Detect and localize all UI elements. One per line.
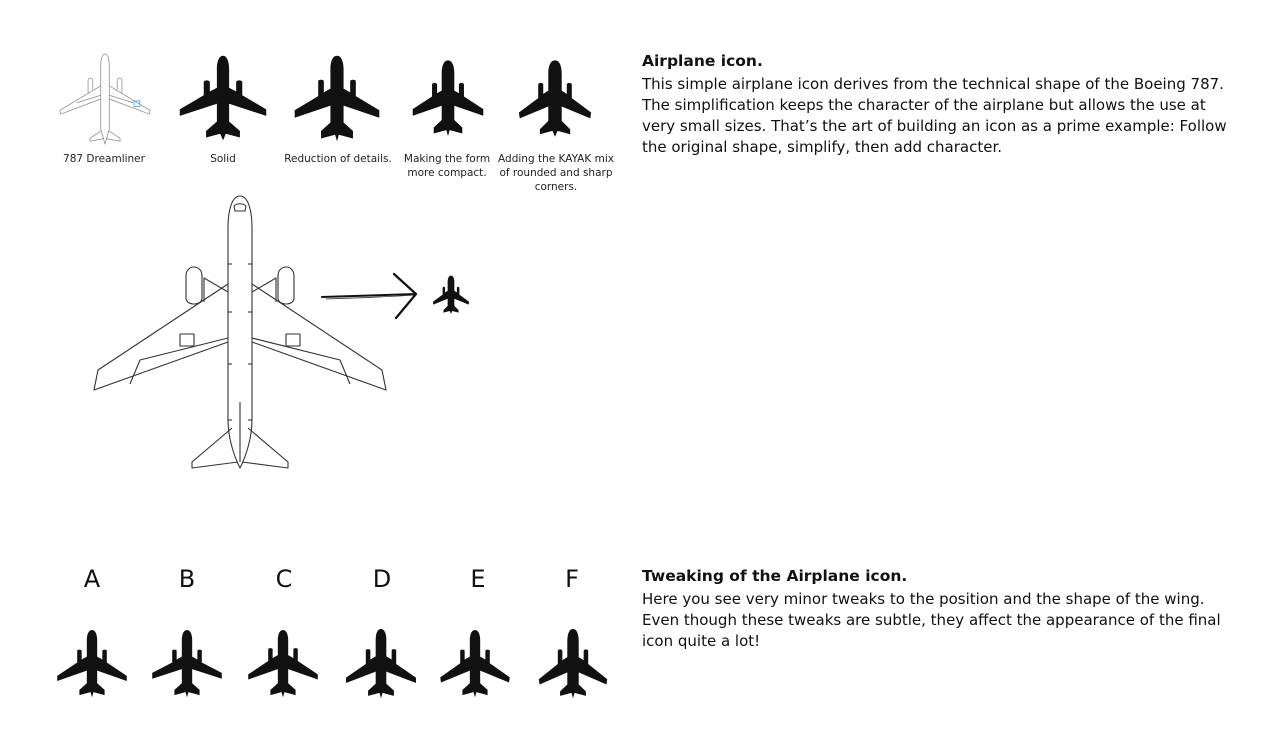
section-heading-airplane-icon: Airplane icon. xyxy=(642,52,763,70)
airplane-small-icon xyxy=(430,272,472,318)
step-caption: Reduction of details. xyxy=(284,153,392,165)
step-caption: 787 Dreamliner xyxy=(63,153,145,165)
airplane-variant-a-icon xyxy=(55,622,129,706)
airplane-solid-icon xyxy=(174,52,272,146)
variant-letter: A xyxy=(83,565,101,593)
airplane-compact-icon xyxy=(406,52,490,146)
variant-letter: D xyxy=(372,565,392,593)
final-icon-small xyxy=(430,272,472,318)
variant-d xyxy=(343,622,419,706)
variant-a xyxy=(55,622,129,706)
step-caption: Making the form more compact. xyxy=(403,153,491,179)
variant-f xyxy=(535,622,611,706)
airplane-variant-b-icon xyxy=(150,622,224,706)
airplane-kayak-icon xyxy=(513,52,597,146)
variant-letter: B xyxy=(178,565,196,593)
airplane-technical-icon xyxy=(90,194,390,474)
step-reduced xyxy=(290,52,384,146)
step-kayak xyxy=(513,52,597,146)
airplane-variant-c-icon xyxy=(246,622,320,706)
technical-drawing xyxy=(90,194,390,474)
variant-e xyxy=(438,622,512,706)
airplane-variant-d-icon xyxy=(343,622,419,706)
variant-b xyxy=(150,622,224,706)
step-compact xyxy=(406,52,490,146)
step-caption: Solid xyxy=(210,153,236,165)
step-787-dreamliner xyxy=(55,52,155,146)
section-body-airplane-icon: This simple airplane icon derives from the technical shape of the Boeing 787. The simplification keeps the character of the airplane but allows the use at very small sizes. That’s the art of building an icon as a prime example: Follow the original shape, simplify, then add character. xyxy=(642,75,1227,156)
section-heading-tweaking: Tweaking of the Airplane icon. xyxy=(642,567,908,585)
variant-letter: F xyxy=(565,565,579,593)
step-caption: Adding the KAYAK mix of rounded and sharp corners. xyxy=(498,153,614,193)
variant-letter: E xyxy=(470,565,486,593)
variant-letter: C xyxy=(275,565,293,593)
airplane-variant-e-icon xyxy=(438,622,512,706)
airplane-outline-icon xyxy=(55,52,155,146)
airplane-reduced-icon xyxy=(290,52,384,146)
step-solid xyxy=(174,52,272,146)
sketch-arrow xyxy=(320,270,422,322)
section-body-tweaking: Here you see very minor tweaks to the position and the shape of the wing. Even though these tweaks are subtle, they affect the appearance of the final icon quite a lot! xyxy=(642,590,1221,650)
arrow-right-icon xyxy=(320,270,422,322)
airplane-variant-f-icon xyxy=(535,622,611,706)
variant-c xyxy=(246,622,320,706)
